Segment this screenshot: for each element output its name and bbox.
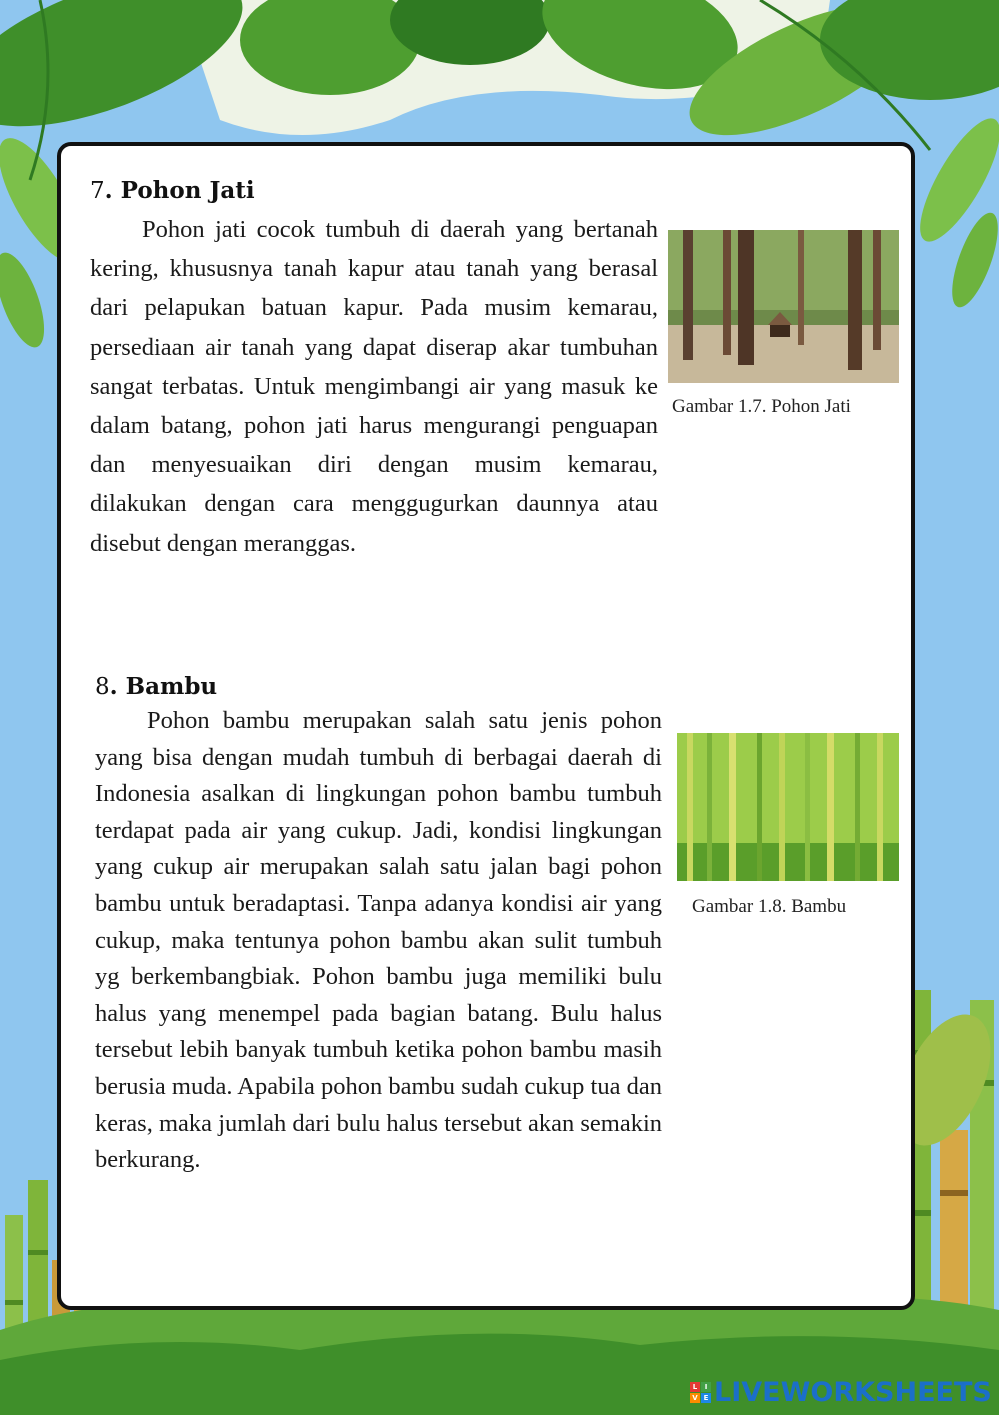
photo-caption: Gambar 1.7. Pohon Jati [672,396,851,417]
section-heading [95,673,217,700]
section-title: . Bambu [109,673,218,700]
paragraph-text: Pohon bambu merupakan salah satu jenis pohon yang bisa dengan mudah tumbuh di berbagai daerah di Indonesia asalkan di lingkungan pohon bambu tumbuh terdapat pada air yang cukup. Jadi, kondisi lingkungan yang cukup air merupakan salah satu jalan bagi pohon bambu untuk beradaptasi. Tanpa adanya kondisi air yang cukup, maka tentunya pohon bambu akan sulit tumbuh yg berkembangbiak. Pohon bambu juga memiliki bulu halus yang menempel pada bagian batang. Bulu halus tersebut lebih banyak tumbuh ketika pohon bambu masih berusia muda. Apabila pohon bambu sudah cukup tua dan keras, maka jumlah dari bulu halus tersebut akan semakin berkurang. [95,707,662,1174]
section-title: . Pohon Jati [104,177,255,204]
liveworksheets-watermark[interactable] [690,1376,992,1408]
photo-caption: Gambar 1.8. Bambu [692,896,847,917]
liveworksheets-logo-icon: L I V E [690,1382,711,1403]
brand-text: LIVEWORKSHEETS [714,1376,992,1408]
section-paragraph [95,703,662,1179]
paragraph-text: Pohon jati cocok tumbuh di daerah yang bertanah kering, khususnya tanah kapur atau tanah yang berasal dari pelapukan batuan kapur. Pada musim kemarau, persediaan air tanah yang dapat diserap akar tumbuhan sangat terbatas. Untuk mengimbangi air yang masuk ke dalam batang, pohon jati harus mengurangi penguapan dan menyesuaikan diri dengan musim kemarau, dilakukan dengan cara menggugurkan daunnya atau disebut dengan meranggas. [90,216,658,557]
teak-forest-photo [668,230,899,383]
section-paragraph [90,210,658,563]
section-number: 8 [95,674,110,700]
bamboo-photo [677,733,899,881]
section-heading [90,177,255,204]
section-number: 7 [90,178,105,204]
